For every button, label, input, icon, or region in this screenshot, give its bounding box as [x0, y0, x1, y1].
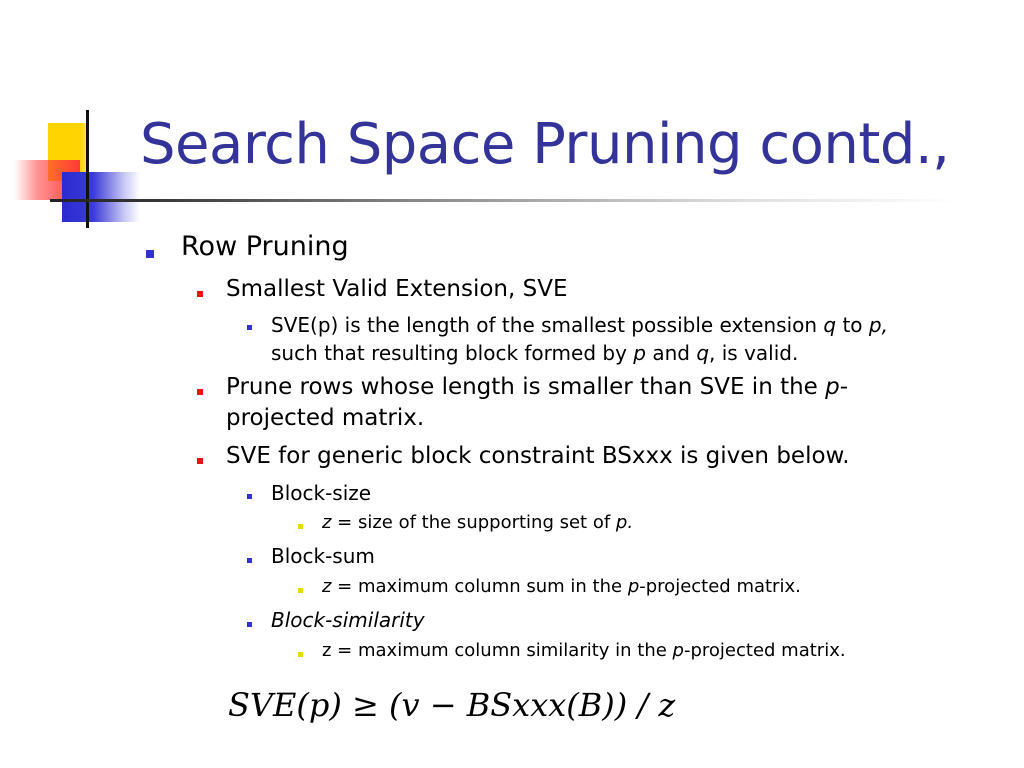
bullet-sve-generic: SVE for generic block constraint BSxxx is given below.: [226, 443, 850, 469]
bullet-block-sum: Block-sum: [271, 544, 375, 568]
title-underline: [50, 199, 960, 202]
bullet-block-sum-definition: z = maximum column sum in the p-projected matrix.: [322, 576, 801, 597]
slide-title: Search Space Pruning contd.,: [140, 112, 950, 177]
logo-vertical-line: [86, 110, 89, 228]
bullet-level3: [247, 494, 252, 499]
logo-blue-square: [62, 172, 140, 222]
bullet-sve-definition-line2: such that resulting block formed by p and q, is valid.: [271, 341, 799, 365]
bullet-row-pruning: Row Pruning: [181, 231, 349, 262]
bullet-level2: [197, 458, 203, 464]
bullet-block-similarity: Block-similarity: [271, 608, 425, 632]
bullet-block-size: Block-size: [271, 481, 372, 505]
bullet-level2: [197, 291, 203, 297]
bullet-level4: [298, 652, 303, 657]
bullet-level2: [197, 389, 203, 395]
bullet-level4: [298, 524, 303, 529]
bullet-level4: [298, 588, 303, 593]
bullet-level3: [247, 558, 252, 563]
bullet-prune-rows-line1: Prune rows whose length is smaller than SVE in the p-: [226, 374, 849, 400]
bullet-level3: [247, 622, 252, 627]
bullet-sve-heading: Smallest Valid Extension, SVE: [226, 276, 568, 302]
bullet-block-similarity-definition: z = maximum column similarity in the p-projected matrix.: [322, 640, 846, 661]
bullet-block-size-definition: z = size of the supporting set of p.: [322, 512, 634, 533]
bullet-sve-definition-line1: SVE(p) is the length of the smallest possible extension q to p,: [271, 313, 888, 337]
sve-formula: SVE(p) ≥ (v − BSxxx(B)) / z: [228, 686, 676, 724]
bullet-prune-rows-line2: projected matrix.: [226, 405, 425, 431]
bullet-level3: [247, 325, 252, 330]
bullet-level1: [146, 250, 154, 258]
